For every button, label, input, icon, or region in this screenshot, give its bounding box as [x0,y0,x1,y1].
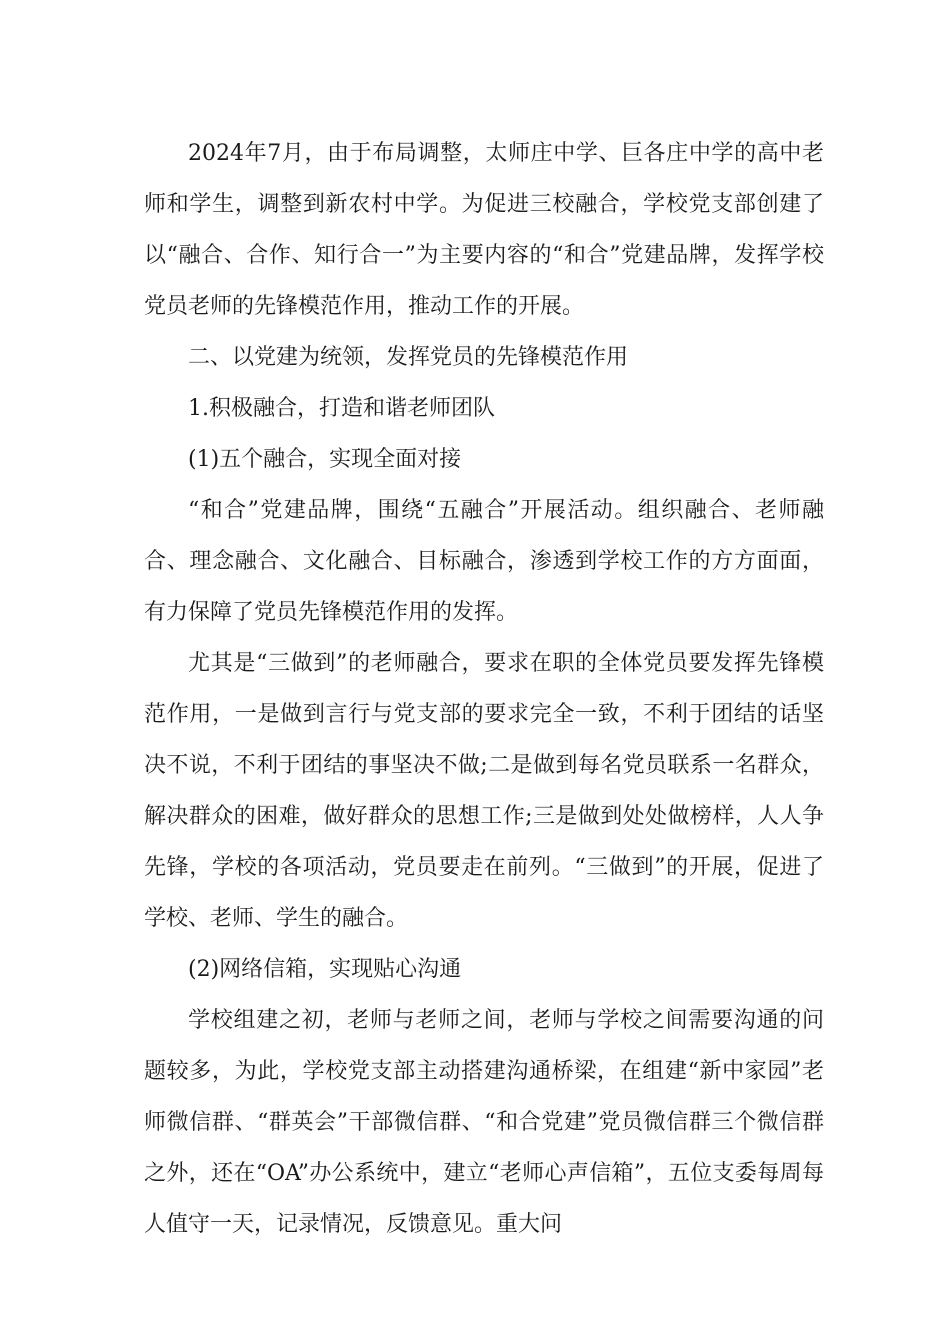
subsection-heading-1: 1.积极融合，打造和谐老师团队 [188,396,495,421]
document-body [144,128,824,1250]
section-heading-2: 二、以党建为统领，发挥党员的先锋模范作用 [188,345,629,370]
paragraph-online-mailbox: 学校组建之初，老师与老师之间，老师与学校之间需要沟通的问题较多，为此，学校党支部主动搭建沟通桥梁，在组建“新中家园”老师微信群、“群英会”干部微信群、“和合党建”党员微信群三个微信群之外，还在“OA”办公系统中，建立“老师心声信箱”，五位支委每周每人值守一天，记录情况，反馈意见。重大问 [144,1008,824,1237]
paragraph-five-integration: “和合”党建品牌，围绕“五融合”开展活动。组织融合、老师融合、理念融合、文化融合、目标融合，渗透到学校工作的方方面面，有力保障了党员先锋模范作用的发挥。 [144,498,824,625]
item-heading-1: (1)五个融合，实现全面对接 [188,447,462,472]
paragraph-three-achievements: 尤其是“三做到”的老师融合，要求在职的全体党员要发挥先锋模范作用，一是做到言行与党支部的要求完全一致，不利于团结的话坚决不说，不利于团结的事坚决不做;二是做到每名党员联系一名群众，解决群众的困难，做好群众的思想工作;三是做到处处做榜样，人人争先锋，学校的各项活动，党员要走在前列。“三做到”的开展，促进了学校、老师、学生的融合。 [144,651,824,931]
item-heading-2: (2)网络信箱，实现贴心沟通 [188,957,462,982]
paragraph-intro: 2024年7月，由于布局调整，太师庄中学、巨各庄中学的高中老师和学生，调整到新农村中学。为促进三校融合，学校党支部创建了以“融合、合作、知行合一”为主要内容的“和合”党建品牌，发挥学校党员老师的先锋模范作用，推动工作的开展。 [144,141,824,319]
